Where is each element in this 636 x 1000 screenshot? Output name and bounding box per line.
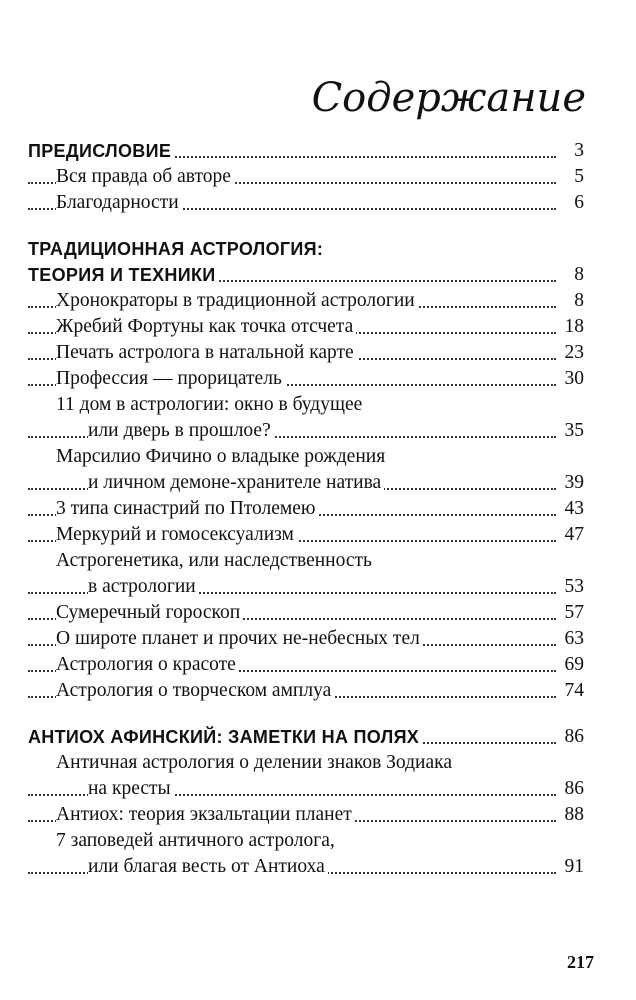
- entry-title: Меркурий и гомосексуализм: [56, 522, 297, 548]
- page-number: 217: [567, 952, 594, 972]
- entry-page: 43: [563, 496, 585, 522]
- entry-title: 7 заповедей античного астролога,: [56, 828, 338, 854]
- entry-page: 6: [572, 190, 584, 216]
- section-gap: [28, 216, 584, 236]
- entry-page: 57: [563, 600, 585, 626]
- entry-page: 18: [563, 314, 585, 340]
- entry-title: Профессия — прорицатель: [56, 366, 285, 392]
- toc-entry: [28, 392, 584, 418]
- section-heading: [28, 138, 584, 164]
- toc-entry: [28, 164, 584, 190]
- entry-page: 91: [563, 854, 585, 880]
- entry-title: Благодарности: [56, 190, 182, 216]
- entry-page: 30: [563, 366, 585, 392]
- entry-title: Сумеречный гороскоп: [56, 600, 243, 626]
- section-heading: [28, 236, 584, 262]
- toc-entry: [28, 854, 584, 880]
- entry-title: Вся правда об авторе: [56, 164, 234, 190]
- toc-entry: [28, 626, 584, 652]
- table-of-contents: [28, 138, 584, 880]
- toc-entry: [28, 190, 584, 216]
- entry-title: Жребий Фортуны как точка отсчета: [56, 314, 356, 340]
- entry-page: 39: [563, 470, 585, 496]
- toc-entry: [28, 522, 584, 548]
- section-heading: [28, 724, 584, 750]
- toc-entry: [28, 288, 584, 314]
- toc-entry: [28, 828, 584, 854]
- toc-entry: [28, 678, 584, 704]
- entry-title: Античная астрология о делении знаков Зодиака: [56, 750, 455, 776]
- entry-title: или дверь в прошлое?: [88, 418, 274, 444]
- entry-title: Хронократоры в традиционной астрологии: [56, 288, 418, 314]
- entry-page: 23: [563, 340, 585, 366]
- entry-title: 11 дом в астрологии: окно в будущее: [56, 392, 365, 418]
- section-heading: [28, 262, 584, 288]
- entry-page: 53: [563, 574, 585, 600]
- toc-entry: [28, 418, 584, 444]
- entry-page: 8: [572, 288, 584, 314]
- toc-entry: [28, 548, 584, 574]
- entry-title: Астрогенетика, или наследственность: [56, 548, 375, 574]
- entry-page: 47: [563, 522, 585, 548]
- entry-page: 63: [563, 626, 585, 652]
- entry-page: 3: [572, 138, 584, 164]
- entry-page: 5: [572, 164, 584, 190]
- toc-entry: [28, 802, 584, 828]
- entry-title: и личном демоне-хранителе натива: [88, 470, 384, 496]
- page-title: Содержание: [311, 75, 586, 121]
- section-gap: [28, 704, 584, 724]
- entry-page: 8: [572, 262, 584, 288]
- entry-title: Астрология о красоте: [56, 652, 239, 678]
- entry-page: 69: [563, 652, 585, 678]
- entry-title: ПРЕДИСЛОВИЕ: [28, 138, 174, 164]
- toc-entry: [28, 496, 584, 522]
- toc-entry: [28, 340, 584, 366]
- toc-entry: [28, 444, 584, 470]
- toc-entry: [28, 776, 584, 802]
- entry-page: 74: [563, 678, 585, 704]
- entry-page: 86: [563, 724, 585, 750]
- entry-title: Печать астролога в натальной карте: [56, 340, 357, 366]
- entry-title: Марсилио Фичино о владыке рождения: [56, 444, 388, 470]
- entry-title: Астрология о творческом амплуа: [56, 678, 334, 704]
- toc-entry: [28, 366, 584, 392]
- entry-title: АНТИОХ АФИНСКИЙ: ЗАМЕТКИ НА ПОЛЯХ: [28, 724, 422, 750]
- entry-page: 35: [563, 418, 585, 444]
- entry-title: в астрологии: [88, 574, 199, 600]
- entry-page: 88: [563, 802, 585, 828]
- toc-entry: [28, 600, 584, 626]
- toc-entry: [28, 652, 584, 678]
- entry-title: или благая весть от Антиоха: [88, 854, 328, 880]
- toc-entry: [28, 470, 584, 496]
- toc-entry: [28, 314, 584, 340]
- entry-title: на кресты: [88, 776, 174, 802]
- entry-page: 86: [563, 776, 585, 802]
- entry-title: 3 типа синастрий по Птолемею: [56, 496, 319, 522]
- entry-title: ТРАДИЦИОННАЯ АСТРОЛОГИЯ:: [28, 236, 326, 262]
- entry-title: О широте планет и прочих не-небесных тел: [56, 626, 423, 652]
- entry-title: Антиох: теория экзальтации планет: [56, 802, 355, 828]
- entry-title: ТЕОРИЯ И ТЕХНИКИ: [28, 262, 219, 288]
- toc-entry: [28, 750, 584, 776]
- toc-entry: [28, 574, 584, 600]
